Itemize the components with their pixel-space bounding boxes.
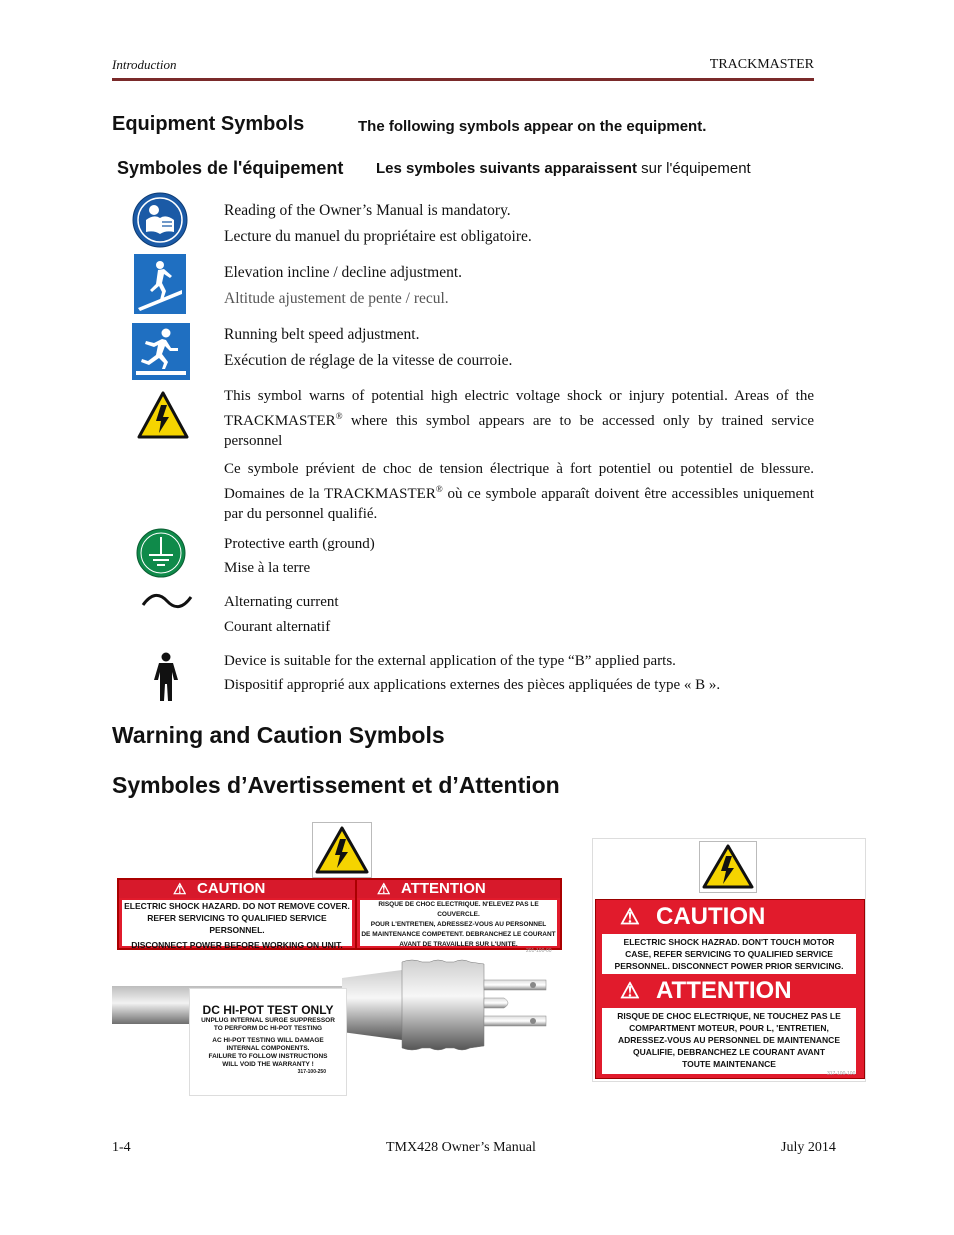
equipment-symbols-heading: Equipment Symbols (112, 113, 305, 135)
footer-date: July 2014 (781, 1140, 836, 1155)
symbol-desc-en: Alternating current (224, 594, 339, 610)
equipment-symbols-heading-fr: Symboles de l'équipement (117, 158, 344, 178)
symbol-desc-en: This symbol warns of potential high electric voltage shock or injury potential. Areas of the TRACKMASTER® where this symbol appears are to be accessed only by trained service personnel (224, 388, 814, 449)
caution-panel (117, 878, 357, 950)
motor-cover-label-graphic (112, 818, 564, 1098)
symbol-desc-en: Elevation incline / decline adjustment. (224, 264, 463, 281)
footer-page-number: 1-4 (112, 1140, 131, 1155)
attention-text: RISQUE DE CHOC ELECTRIQUE, NE TOUCHEZ PAS LE COMPARTMENT MOTEUR, POUR L, 'ENTRETIEN, ADRESSEZ-VOUS AU PERSONNEL DE MAINTENANCE QUALIFIE, DEBRANCHEZ LE COURANT AVANT TOUTE MAINTENANCE (602, 1008, 856, 1074)
alternating-current-icon (141, 590, 193, 617)
symbol-desc-fr: Mise à la terre (224, 560, 311, 576)
running-header-section: Introduction (112, 57, 177, 72)
equipment-symbols-subheading: The following symbols appear on the equipment. (358, 118, 707, 135)
caution-text: ELECTRIC SHOCK HAZRAD. DON'T TOUCH MOTOR CASE, REFER SERVICING TO QUALIFIED SERVICE PERSONNEL. DISCONNECT POWER PRIOR SERVICING. (602, 934, 856, 974)
high-voltage-icon (312, 822, 372, 878)
symbol-desc-fr: Exécution de réglage de la vitesse de courroie. (224, 352, 513, 369)
running-header-brand: TRACKMASTER (709, 57, 814, 72)
hipot-tag: DC HI-POT TEST ONLY UNPLUG INTERNAL SURGE SUPPRESSOR TO PERFORM DC HI-POT TESTING AC HI-POT TESTING WILL DAMAGE INTERNAL COMPONENTS. FAILURE TO FOLLOW INSTRUCTIONS WILL VOID THE WARRANTY ! 317-100-250 (189, 988, 347, 1096)
incline-icon (134, 254, 186, 319)
symbol-desc-fr: Dispositif approprié aux applications externes des pièces appliquées de type « B ». (224, 677, 721, 693)
caution-title: ⚠ CAUTION (620, 903, 766, 930)
high-voltage-icon (137, 391, 189, 446)
attention-panel (355, 878, 562, 950)
caution-attention-panel (595, 899, 865, 1079)
header-rule (112, 78, 814, 81)
speed-icon (132, 323, 190, 385)
manual-icon (132, 192, 188, 253)
high-voltage-icon (699, 841, 757, 893)
symbol-desc-en: Protective earth (ground) (224, 536, 375, 552)
warning-caution-heading-fr: Symboles d’Avertissement et d’Attention (112, 772, 560, 798)
motor-case-label-graphic (592, 838, 866, 1082)
attention-text: RISQUE DE CHOC ELECTRIQUE. N'ELEVEZ PAS LE COUVERCLE. POUR L'ENTRETIEN, ADRESSEZ-VOUS AU PERSONNEL DE MAINTENANCE COMPETENT. DEBRANCHEZ LE COURANT AVANT DE TRAVAILLER SUR L'UNITE. (361, 901, 556, 948)
symbol-desc-fr: Courant alternatif (224, 619, 331, 635)
symbol-desc-fr: Altitude ajustement de pente / recul. (224, 290, 449, 307)
footer-manual-title: TMX428 Owner’s Manual (386, 1140, 536, 1155)
symbol-desc-en: Reading of the Owner’s Manual is mandatory. (224, 202, 511, 219)
attention-title: ⚠ ATTENTION (620, 977, 792, 1004)
symbol-desc-en: Running belt speed adjustment. (224, 326, 420, 343)
label-part-number: 317-100-100 (827, 1071, 856, 1077)
symbol-desc-fr: Ce symbole prévient de choc de tension électrique à fort potentiel ou potentiel de blessure. Domaines de la TRACKMASTER® où ce symbole apparaît doivent être accessibles uniquement par du personnel qualifié. (224, 461, 814, 522)
caution-text: ELECTRIC SHOCK HAZARD. DO NOT REMOVE COVER. REFER SERVICING TO QUALIFIED SERVICE PERSONNEL. DISCONNECT POWER BEFORE WORKING ON UNIT. (122, 900, 352, 946)
symbol-desc-fr: Lecture du manuel du propriétaire est obligatoire. (224, 228, 532, 245)
symbol-desc-en: Device is suitable for the external application of the type “B” applied parts. (224, 653, 676, 669)
type-b-applied-part-icon (152, 652, 180, 707)
caution-title: ⚠ CAUTION (119, 880, 355, 898)
equipment-symbols-subheading-fr: Les symboles suivants apparaissent sur l'équipement (376, 160, 751, 177)
earth-ground-icon (136, 528, 186, 583)
warning-caution-heading: Warning and Caution Symbols (112, 722, 445, 748)
attention-title: ⚠ ATTENTION (357, 880, 560, 898)
label-part-number: 201-100-00 (526, 948, 552, 954)
